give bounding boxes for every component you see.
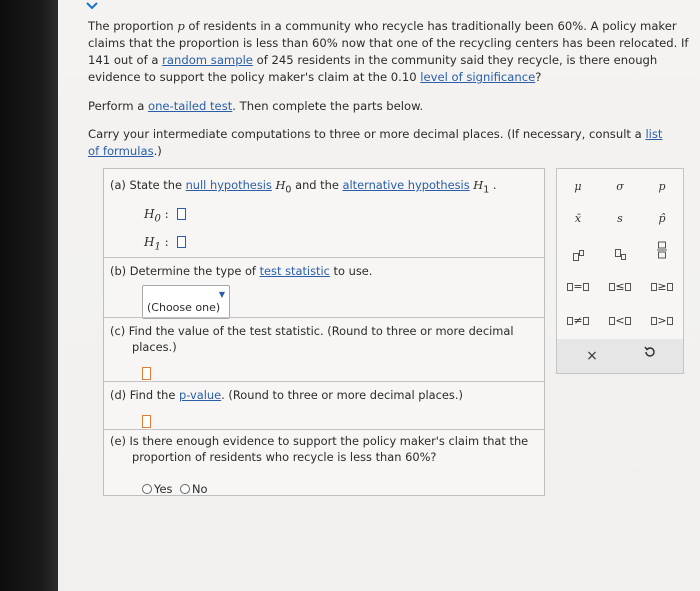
answer-panel <box>103 168 545 496</box>
geq-button[interactable] <box>641 275 683 299</box>
symbol-palette <box>556 168 684 374</box>
part-b-text: (b) Determine the type of <box>110 264 260 278</box>
geq-symbol: ≥ <box>657 280 667 293</box>
divider <box>104 429 544 430</box>
s-button[interactable]: s <box>617 212 623 225</box>
p-value-input[interactable] <box>142 415 151 428</box>
test-statistic-link[interactable]: test statistic <box>259 264 330 278</box>
p-value-link[interactable]: p-value <box>179 388 222 402</box>
one-tailed-test-link[interactable]: one-tailed test <box>147 99 233 113</box>
part-e-prompt <box>110 433 528 465</box>
part-e-text: (e) Is there enough evidence to support the policy maker's claim that the <box>110 434 529 448</box>
clear-icon[interactable]: × <box>586 348 598 364</box>
fraction-icon[interactable] <box>641 241 683 265</box>
palette-footer <box>557 339 683 373</box>
yes-label: Yes <box>154 482 173 496</box>
part-d-text: . (Round to three or more decimal places.) <box>221 388 463 402</box>
lt-symbol: < <box>615 314 625 327</box>
problem-text: of residents in a community who recycle has traditionally been 60%. A policy maker claims that the proportion is less than 60% now that one of the recycling centers has been relocated. If 141 out of a <box>88 19 689 67</box>
not-equal-button[interactable] <box>557 309 599 333</box>
subscript-icon[interactable] <box>599 241 641 265</box>
h0-row <box>144 207 186 224</box>
part-d-prompt <box>110 387 463 403</box>
part-a-text: . <box>489 178 497 192</box>
problem-text: ? <box>535 70 542 84</box>
part-d-text: (d) Find the <box>110 388 180 402</box>
alternative-hypothesis-link[interactable]: alternative hypothesis <box>342 178 470 192</box>
equals-button[interactable] <box>557 275 599 299</box>
problem-text: of 245 residents in the community said they recycle, is there enough evidence to support the policy maker's claim at the 0.10 <box>88 53 658 84</box>
part-a-prompt <box>110 177 497 198</box>
h1-row <box>144 235 186 252</box>
h0-sub: 0 <box>154 213 161 225</box>
leq-symbol: ≤ <box>615 280 625 293</box>
h1-sub: 1 <box>154 241 161 253</box>
neq-symbol: ≠ <box>573 314 583 327</box>
note-text: .) <box>153 144 162 158</box>
list-of-formulas-link[interactable]: list of formulas <box>88 127 663 158</box>
gt-symbol: > <box>657 314 667 327</box>
rounding-note <box>88 126 668 160</box>
dropdown-arrow-icon: ▼ <box>218 290 225 299</box>
no-radio[interactable] <box>180 484 190 494</box>
part-a-text: and the <box>291 178 343 192</box>
undo-icon[interactable] <box>629 344 671 368</box>
yes-no-options <box>142 481 208 497</box>
h1-input[interactable] <box>177 236 186 248</box>
greater-than-button[interactable] <box>641 309 683 333</box>
p-button[interactable]: p <box>658 180 666 193</box>
h1-symbol: H <box>469 178 484 192</box>
superscript-icon[interactable] <box>557 241 599 265</box>
xbar-button[interactable]: x̄ <box>574 212 582 225</box>
note-text: Carry your intermediate computations to three or more decimal places. (If necessary, consult a <box>88 127 646 141</box>
random-sample-link[interactable]: random sample <box>162 53 253 67</box>
select-value: (Choose one) <box>147 301 221 314</box>
h1-colon: : <box>164 235 169 249</box>
part-c-text: (c) Find the value of the test statistic. (Round to three or more decimal <box>110 324 514 338</box>
yes-radio[interactable] <box>142 484 152 494</box>
divider <box>104 317 544 318</box>
h0-label: H <box>144 207 155 221</box>
problem-statement <box>88 18 692 86</box>
equals-symbol: = <box>573 280 583 293</box>
h0-input[interactable] <box>177 208 186 220</box>
part-b-text: to use. <box>329 264 373 278</box>
part-a-text: (a) State the <box>110 178 186 192</box>
test-statistic-input[interactable] <box>142 367 151 380</box>
left-dark-margin <box>0 0 58 591</box>
phat-button[interactable]: p̂ <box>658 212 666 225</box>
h1-subscript: 1 <box>483 184 490 196</box>
divider <box>104 257 544 258</box>
h0-subscript: 0 <box>285 184 292 196</box>
less-than-button[interactable] <box>599 309 641 333</box>
sigma-button[interactable]: σ <box>616 180 624 193</box>
part-c-text: places.) <box>132 340 177 354</box>
instruction-text: Perform a <box>88 99 148 113</box>
null-hypothesis-link[interactable]: null hypothesis <box>185 178 272 192</box>
no-label: No <box>192 482 208 496</box>
variable-p: p <box>177 19 185 33</box>
part-c-prompt <box>110 323 514 355</box>
level-of-significance-link[interactable]: level of significance <box>420 70 536 84</box>
h0-colon: : <box>164 207 169 221</box>
part-e-text: proportion of residents who recycle is less than 60%? <box>132 450 437 464</box>
part-b-prompt <box>110 263 372 279</box>
leq-button[interactable] <box>599 275 641 299</box>
divider <box>104 381 544 382</box>
test-statistic-select[interactable] <box>142 285 230 319</box>
chevron-down-icon[interactable] <box>80 0 104 16</box>
instruction-text: . Then complete the parts below. <box>232 99 424 113</box>
problem-text: The proportion <box>88 19 178 33</box>
instruction-line <box>88 98 692 115</box>
h0-symbol: H <box>271 178 286 192</box>
h1-label: H <box>144 235 155 249</box>
mu-button[interactable]: μ <box>574 180 582 193</box>
